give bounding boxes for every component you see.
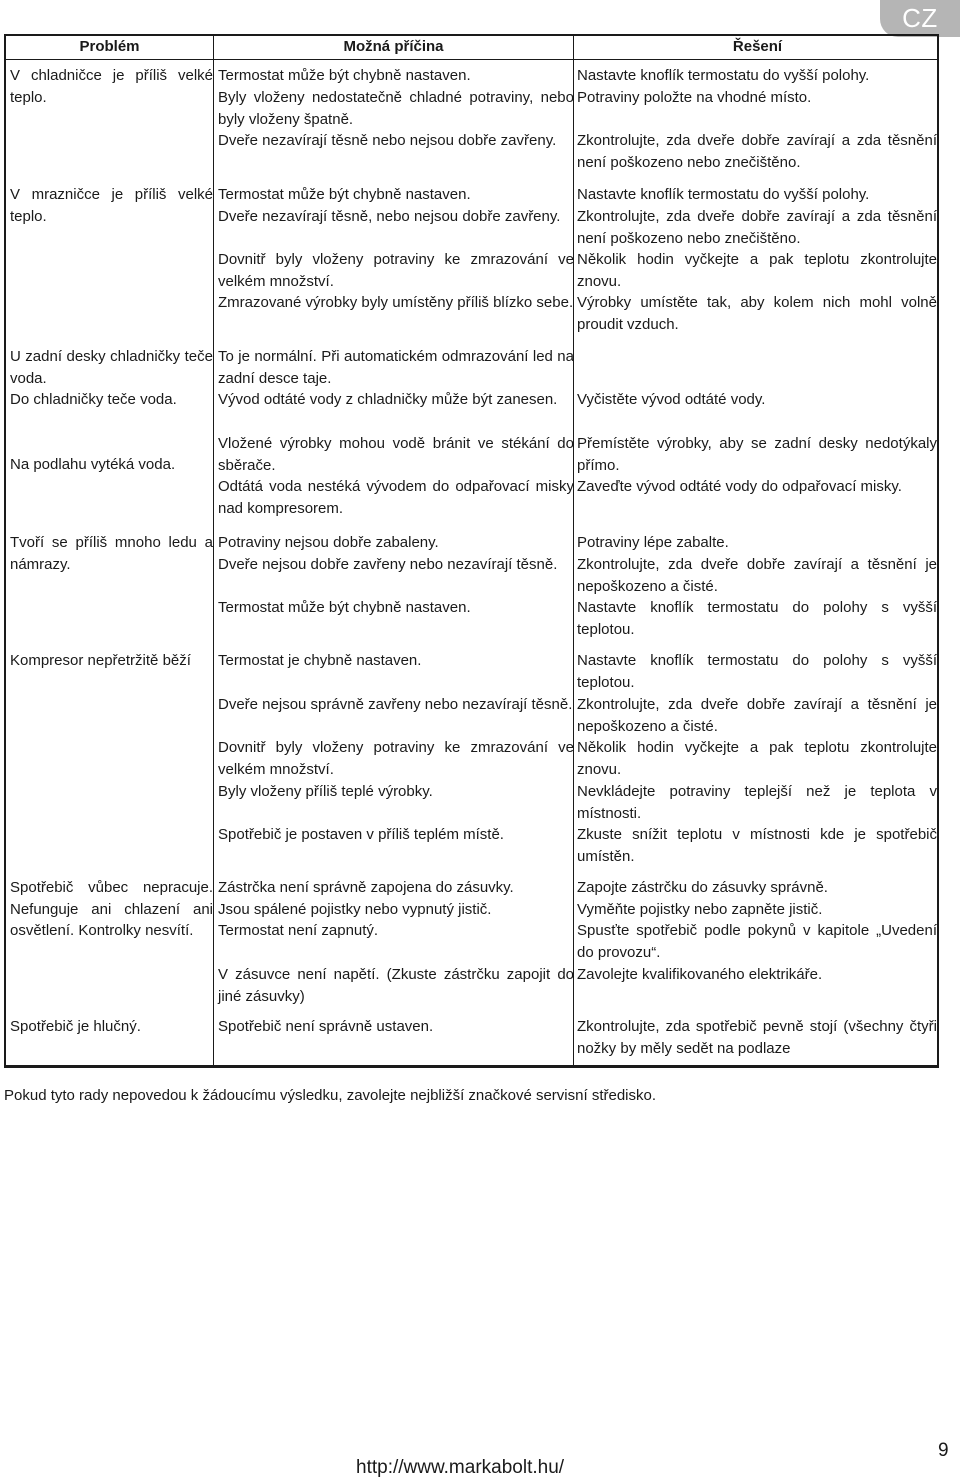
solution-text: Nastavte knoflík termostatu do polohy s vyšší teplotou. [577,652,937,691]
header-solution: Řešení [732,38,783,55]
cause-text: Spotřebič je postaven v příliš teplém místě. [218,826,504,843]
problem-cell: Kompresor nepřetržitě běží [10,652,191,669]
solution-text: Zaveďte vývod odtáté vody do odpařovací misky. [577,478,902,495]
cause-text: Spotřebič není správně ustaven. [218,1018,434,1035]
cause-text: Jsou spálené pojistky nebo vypnutý jistič. [218,901,492,918]
cause-text: To je normální. Při automatickém odmrazování led na zadní desce taje. [218,348,574,387]
cause-text: Termostat není zapnutý. [218,922,379,939]
cause-text: Dovnitř byly vloženy potraviny ke zmrazování ve velkém množství. [218,251,574,290]
problem-cell: Tvoří se příliš mnoho ledu a námrazy. [10,534,213,573]
cause-text: Dovnitř byly vloženy potraviny ke zmrazování ve velkém množství. [218,739,574,778]
header-cause: Možná příčina [343,38,444,55]
cause-text: Termostat může být chybně nastaven. [218,599,471,616]
cause-text: Odtátá voda nestéká vývodem do odpařovací misky nad kompresorem. [218,478,574,517]
solution-text: Zavolejte kvalifikovaného elektrikáře. [577,966,823,983]
solution-text: Zkontrolujte, zda dveře dobře zavírají a zda těsnění není poškozeno nebo znečištěno. [577,132,937,171]
solution-text: Spusťte spotřebič podle pokynů v kapitole „Uvedení do provozu“. [577,922,937,961]
problem-cell: Spotřebič je hlučný. [10,1018,141,1035]
solution-text: Potraviny položte na vhodné místo. [577,89,812,106]
problem-cell: Do chladničky teče voda. [10,391,177,408]
problem-cell: V mrazničce je příliš velké teplo. [10,186,213,225]
footer-note: Pokud tyto rady nepovedou k žádoucímu výsledku, zavolejte nejbližší značkové servisní středisko. [4,1087,657,1104]
solution-text: Zkontrolujte, zda dveře dobře zavírají a těsnění je nepoškozeno a čisté. [577,696,937,735]
problem-cell: Na podlahu vytéká voda. [10,456,176,473]
cause-text: Termostat je chybně nastaven. [218,652,422,669]
problem-cell: Spotřebič vůbec nepracuje. Nefunguje ani chlazení ani osvětlení. Kontrolky nesvítí. [10,879,213,940]
cause-text: Byly vloženy nedostatečně chladné potraviny, nebo byly vloženy špatně. [218,89,574,128]
cause-text: Dveře nejsou správně zavřeny nebo nezavírají těsně. [218,696,573,713]
solution-text: Zkuste snížit teplotu v místnosti kde je spotřebič umístěn. [577,826,937,865]
cause-text: V zásuvce není napětí. (Zkuste zástrčku zapojit do jiné zásuvky) [218,966,574,1005]
cause-text: Zástrčka není správně zapojena do zásuvky. [218,879,514,896]
cause-text: Dveře nejsou dobře zavřeny nebo nezavírají těsně. [218,556,558,573]
solution-text: Nastavte knoflík termostatu do vyšší polohy. [577,186,870,203]
solution-text: Zkontrolujte, zda spotřebič pevně stojí (všechny čtyři nožky by měly sedět na podlaze [577,1018,937,1057]
solution-text: Přemístěte výrobky, aby se zadní desky nedotýkaly přímo. [577,435,937,474]
solution-text: Zkontrolujte, zda dveře dobře zavírají a těsnění je nepoškozeno a čisté. [577,556,937,595]
problem-cell: U zadní desky chladničky teče voda. [10,348,213,387]
solution-text: Nevkládejte potraviny teplejší než je teplota v místnosti. [577,783,937,822]
header-problem: Problém [79,38,140,55]
solution-text: Nastavte knoflík termostatu do vyšší polohy. [577,67,870,84]
solution-text: Několik hodin vyčkejte a pak teplotu zkontrolujte znovu. [577,251,937,290]
solution-text: Potraviny lépe zabalte. [577,534,729,551]
solution-text: Nastavte knoflík termostatu do polohy s vyšší teplotou. [577,599,937,638]
table-header [6,36,937,60]
cause-text: Potraviny nejsou dobře zabaleny. [218,534,439,551]
cause-text: Byly vloženy příliš teplé výrobky. [218,783,433,800]
solution-text: Výrobky umístěte tak, aby kolem nich mohl volně proudit vzduch. [577,294,937,333]
solution-text: Zkontrolujte, zda dveře dobře zavírají a zda těsnění není poškozeno nebo znečištěno. [577,208,937,247]
language-badge: CZ [880,0,960,37]
cause-text: Vývod odtáté vody z chladničky může být zanesen. [218,391,558,408]
cause-text: Termostat může být chybně nastaven. [218,186,471,203]
problem-cell: V chladničce je příliš velké teplo. [10,67,213,106]
page-number: 9 [938,1440,949,1461]
cause-text: Zmrazované výrobky byly umístěny příliš blízko sebe. [218,294,574,311]
troubleshooting-table [4,34,939,1068]
solution-text: Zapojte zástrčku do zásuvky správně. [577,879,828,896]
cause-text: Termostat může být chybně nastaven. [218,67,471,84]
solution-text: Vyčistěte vývod odtáté vody. [577,391,766,408]
solution-text: Vyměňte pojistky nebo zapněte jistič. [577,901,823,918]
cause-text: Vložené výrobky mohou vodě bránit ve stékání do sběrače. [218,435,574,474]
footer-url: http://www.markabolt.hu/ [356,1457,565,1478]
cause-text: Dveře nezavírají těsně nebo nejsou dobře zavřeny. [218,132,557,149]
column-divider [213,36,214,1065]
cause-text: Dveře nezavírají těsně, nebo nejsou dobře zavřeny. [218,208,561,225]
solution-text: Několik hodin vyčkejte a pak teplotu zkontrolujte znovu. [577,739,937,778]
